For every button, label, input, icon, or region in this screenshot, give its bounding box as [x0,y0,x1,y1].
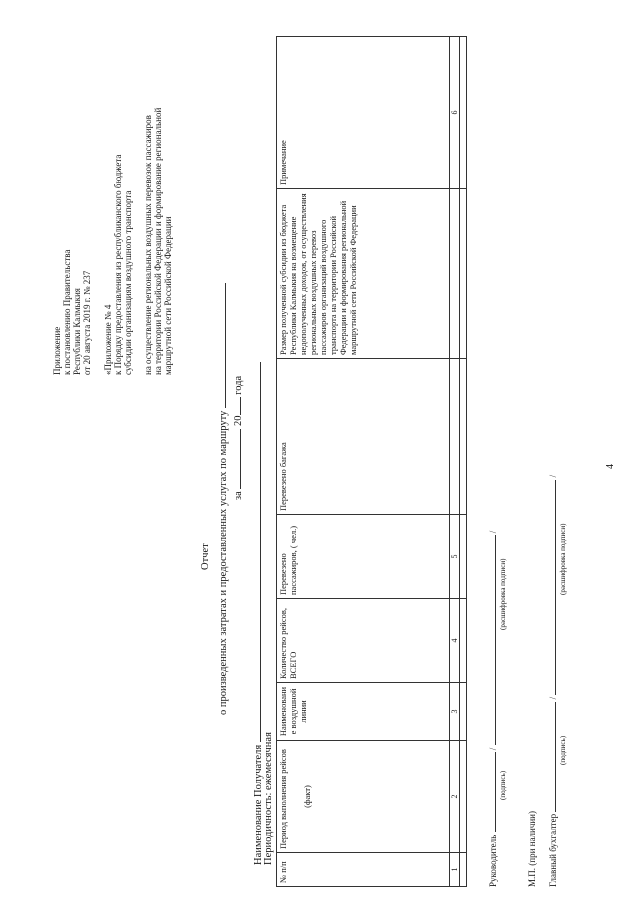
head-signature-blank [485,752,496,832]
table-cell [460,599,467,683]
recipient-blank [250,362,261,742]
table-cell [460,189,467,359]
report-title-word: Отчет [200,543,211,570]
page-number: 4 [605,464,616,469]
procedure-line-2: к Порядку предоставления из республиканского бюджета [113,154,123,375]
year-prefix: 20 [233,415,244,426]
number-cell [450,189,460,359]
accountant-label: Главный бухгалтер [548,813,558,887]
appendix-line-4: от 20 августа 2019 г. № 237 [82,270,92,375]
appendix-line-2: к постановлению Правительства [62,249,72,375]
accountant-signature-line: Главный бухгалтер / / [545,475,558,887]
table-row [460,37,467,887]
head-sig-caption: (подпись) [499,770,507,800]
head-label: Руководитель [488,834,498,887]
table-header-row [277,37,450,887]
year-blank [230,397,241,415]
number-cell: 3 [450,683,460,741]
procedure-line-5: на территории Российской Федерации и формирование региональной [153,107,163,375]
header-flights-total: Количество рейсов, ВСЕГО [277,599,450,683]
header-passengers: Перевезено пассажиров, ( чел.) [277,515,450,599]
number-cell: 2 [450,741,460,853]
stamp-label: М.П. (при наличии) [527,811,537,887]
table-cell [460,515,467,599]
number-cell [450,359,460,515]
header-baggage: Перевезено багажа [277,359,450,515]
procedure-line-1: «Приложение № 4 [103,304,113,375]
table-cell [460,683,467,741]
number-cell: 4 [450,599,460,683]
head-name-caption: (расшифровка подписи) [499,558,507,630]
table-cell [460,853,467,887]
periodicity-label: Периодичность: ежемесячная [263,732,274,865]
report-title-line [215,283,229,715]
procedure-line-6: маршрутной сети Российской Федерации [163,216,173,375]
recipient-line [250,362,264,865]
number-cell: 5 [450,515,460,599]
route-blank [215,283,226,408]
table-number-row [450,37,460,887]
header-subsidy-amount: Размер полученной субсидии из бюджета Республики Калмыкия на возмещение недополученных доходов, от осуществления региональных воздушных перевоз пассажиров организаций воздушного транспорта на территории Российской Федерации и формирования региональной маршрутной сети Российской Федерации [277,189,450,359]
report-title-text: о произведенных затратах и предоставленных услугах по маршруту [218,410,229,715]
header-airline: Наименовани е воздушной линии [277,683,450,741]
head-name-blank [485,535,496,745]
table-cell [460,359,467,515]
number-cell: 6 [450,37,460,189]
recipient-label: Наименование Получателя [253,744,264,865]
accountant-name-caption: (расшифровка подписи) [559,523,567,595]
header-period [277,741,450,853]
header-row-number: № п/п [277,853,450,887]
procedure-line-4: на осуществление региональных воздушных перевозок пассажиров [143,115,153,375]
appendix-line-3: Республики Калмыкия [72,288,82,375]
number-cell: 1 [450,853,460,887]
accountant-sig-caption: (подпись) [559,735,567,765]
for-label: за [233,491,244,500]
report-period-line [230,376,244,500]
table-cell [460,37,467,189]
head-signature-line: Руководитель / / [485,531,498,887]
month-blank [230,429,241,489]
table-cell [460,741,467,853]
header-period-text: Период выполнения рейсов [278,749,288,849]
report-table [276,36,467,887]
procedure-line-3: субсидии организациям воздушного транспорта [123,190,133,375]
accountant-signature-blank [545,702,556,812]
header-period-fact: (факт) [302,785,312,808]
appendix-line-1: Приложение [52,326,62,375]
year-suffix: года [233,375,244,395]
accountant-name-blank [545,480,556,695]
header-note: Примечание [277,37,450,189]
